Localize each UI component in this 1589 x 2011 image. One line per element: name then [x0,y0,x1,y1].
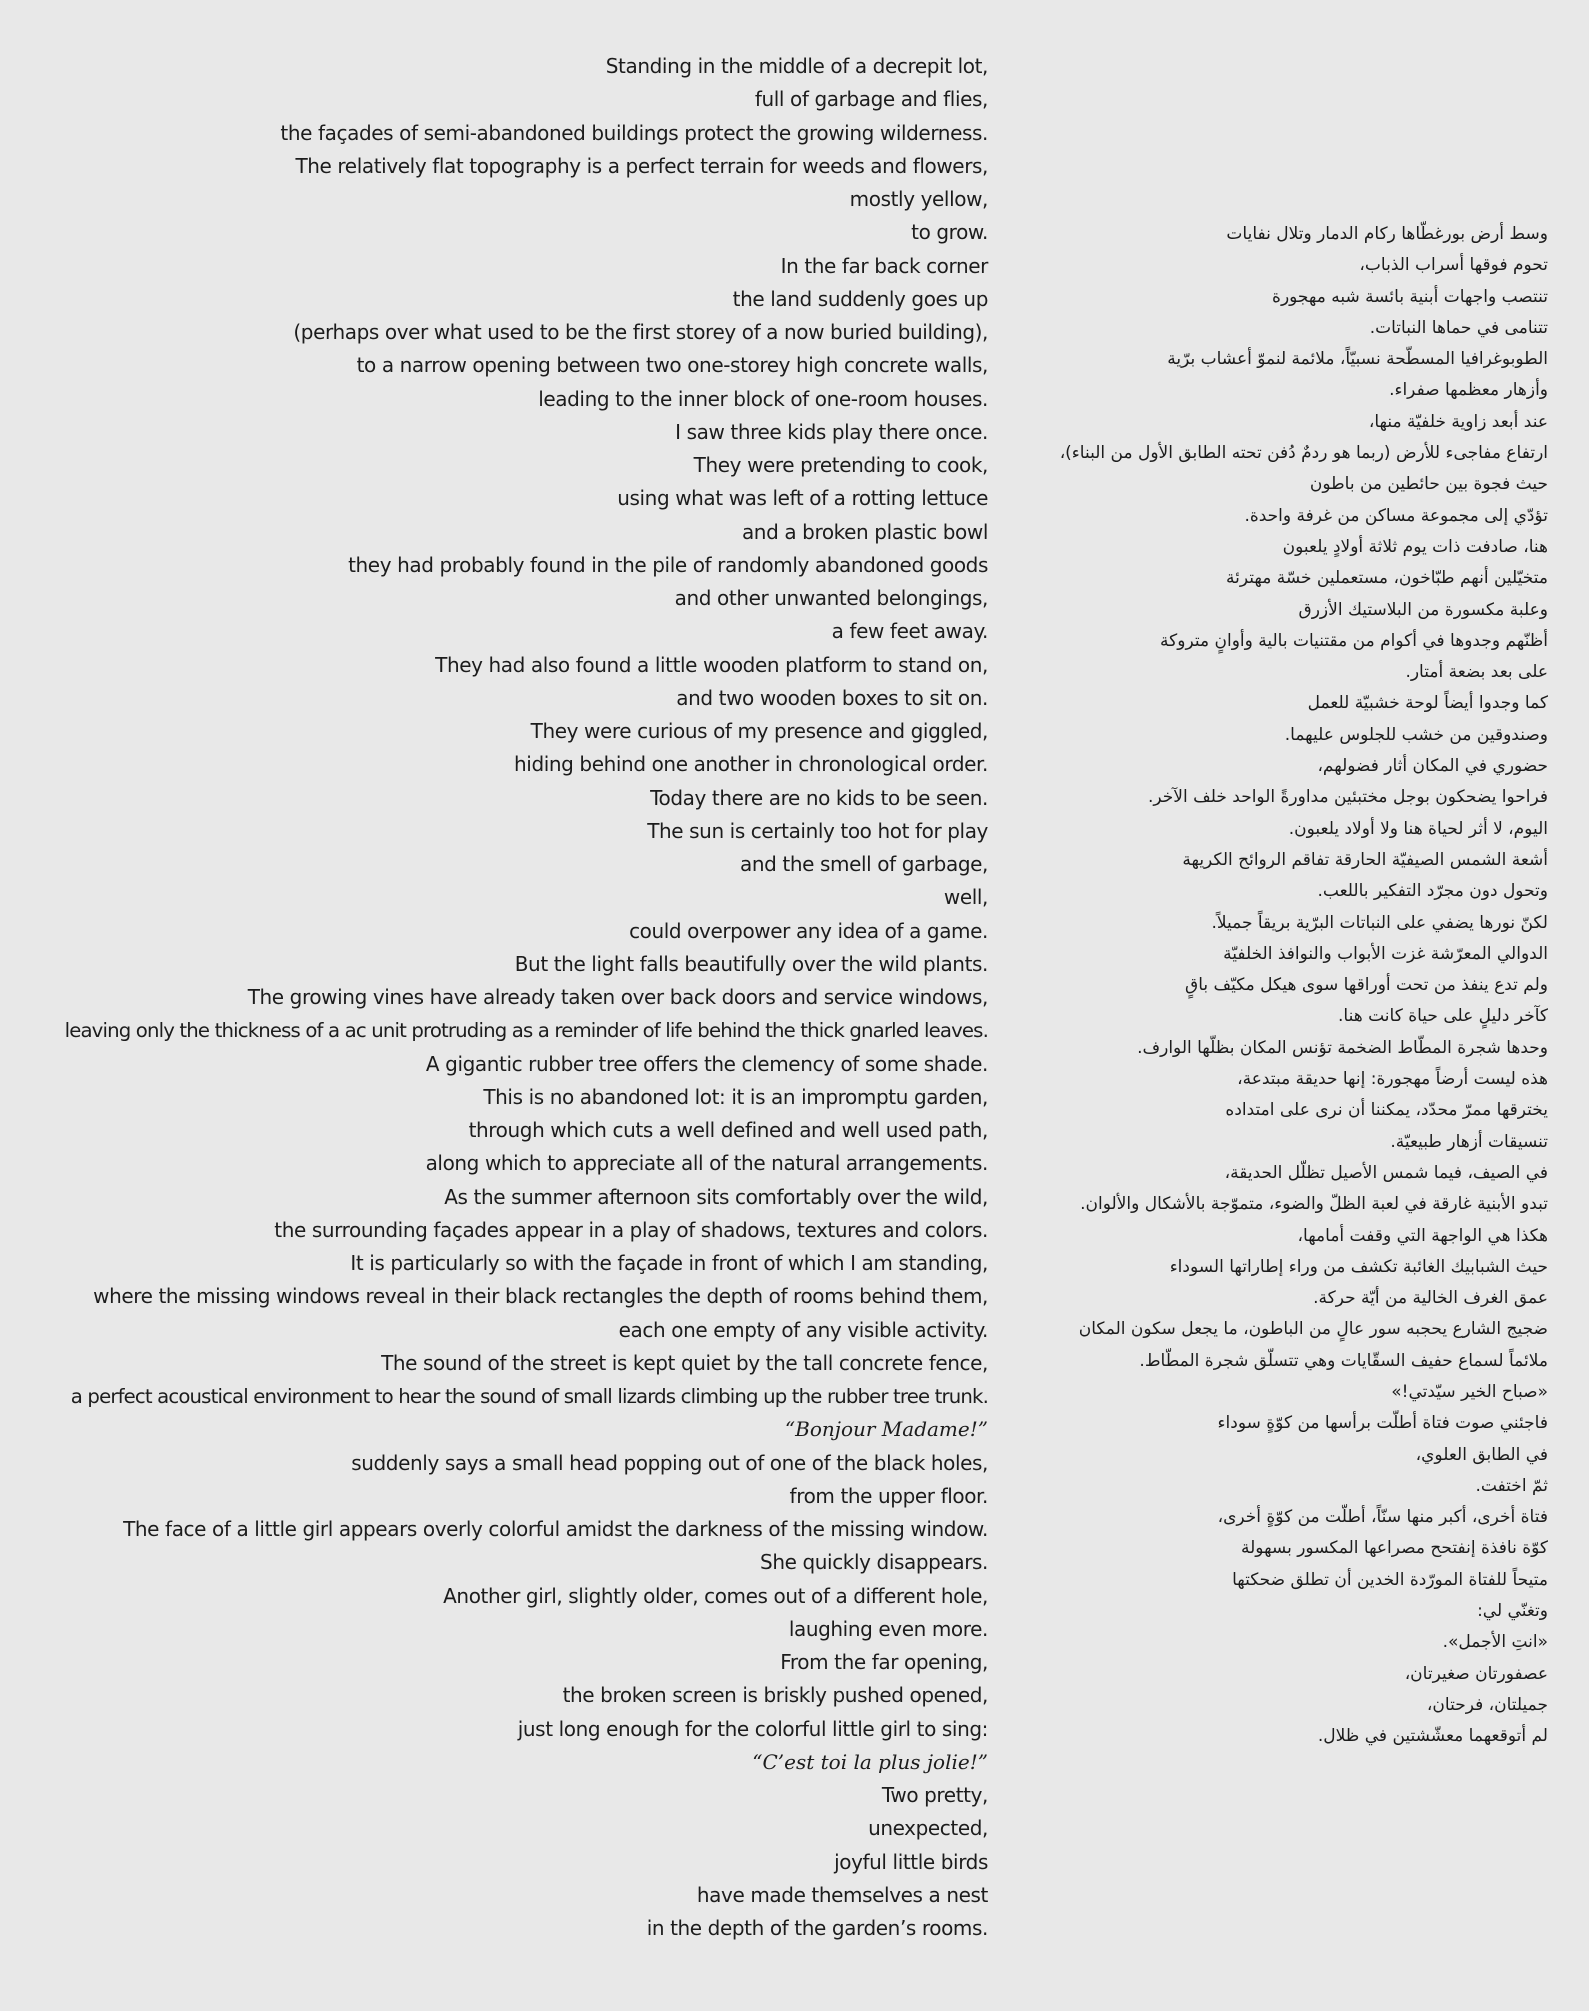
english-poem-line: they had probably found in the pile of randomly abandoned goods [348,552,988,577]
english-poem-line: From the far opening, [780,1650,988,1674]
arabic-poem-line: في الصيف، فيما شمس الأصيل تظلّل الحديقة، [1224,1162,1548,1183]
arabic-poem-line: وأزهار معظمها صفراء. [1389,380,1548,401]
english-poem-line: well, [943,885,988,910]
english-poem-line: each one empty of any visible activity. [618,1317,988,1342]
arabic-poem-line: ملائماً لسماع حفيف السقّايات وهي تتسلّق شجرة المطّاط. [1139,1350,1548,1371]
arabic-poem-line: لكنّ نورها يضفي على النباتات البرّية بريقاً جميلاً. [1211,912,1548,933]
arabic-poem-line: تتنامى في حماها النباتات. [1369,317,1548,338]
arabic-poem-line: فاجئني صوت فتاة أطلّت برأسها من كوّةٍ سوداء [1217,1413,1548,1434]
arabic-poem-line: أشعة الشمس الصيفيّة الحارقة تفاقم الروائح الكريهة [1182,849,1548,870]
english-poem-line: This is no abandoned lot: it is an impromptu garden, [483,1084,988,1109]
english-poem-line: “Bonjour Madame!” [784,1417,988,1442]
arabic-poem-line: كما وجدوا أيضاً لوحة خشبيّة للعمل [1307,693,1548,714]
arabic-poem-line: وصندوقين من خشب للجلوس عليهما. [1284,724,1548,745]
english-poem-line: the broken screen is briskly pushed opened, [562,1683,988,1708]
arabic-poem-line: عمق الغرف الخالية من أيّة حركة. [1313,1288,1548,1309]
english-poem-line: to a narrow opening between two one-storey high concrete walls, [356,353,988,378]
arabic-poem-line: فتاة أخرى، أكبر منها سنّاً، أطلّت من كوّةٍ أخرى، [1217,1507,1548,1528]
english-poem-line: and other unwanted belongings, [674,586,988,610]
arabic-poem-line: كآخر دليلٍ على حياة كانت هنا. [1338,1006,1548,1027]
english-poem-line: The growing vines have already taken over back doors and service windows, [247,985,988,1009]
english-poem-line: a few feet away. [831,619,988,644]
english-poem-line: They had also found a little wooden platform to stand on, [435,652,988,677]
arabic-poem-line: حضوري في المكان أثار فضولهم، [1317,756,1548,777]
english-poem-line: In the far back corner [780,253,988,278]
arabic-poem-line: فراحوا يضحكون بوجل مختبئين مداورةً الواحد خلف الآخر. [1148,787,1548,808]
english-poem-line: But the light falls beautifully over the wild plants. [514,951,988,976]
english-poem-line: could overpower any idea of a game. [629,918,988,943]
english-poem-line: hiding behind one another in chronological order. [514,752,988,777]
english-poem-line: and the smell of garbage, [740,852,988,876]
english-poem-line: have made themselves a nest [696,1882,988,1907]
arabic-poem-column [1010,219,1548,1753]
arabic-poem-line: وسط أرض بورغطّاها ركام الدمار وتلال نفايات [1226,224,1548,244]
arabic-poem-line: ارتفاع مفاجىء للأرض (ربما هو ردمٌ دُفن تحته الطابق الأول من البناء)، [1059,443,1548,464]
arabic-poem-line: متخيّلين أنهم طبّاخون، مستعملين خسّة مهترئة [1226,568,1548,589]
english-poem-line: in the depth of the garden’s rooms. [646,1916,988,1940]
english-poem-line: I saw three kids play there once. [675,419,988,444]
english-poem-line: The sun is certainly too hot for play [647,818,988,843]
arabic-poem-line: تنسيقات أزهار طبيعيّة. [1390,1131,1548,1152]
arabic-poem-line: متيحاً للفتاة المورّدة الخدين أن تطلق ضحكتها [1232,1569,1548,1590]
english-poem-line: unexpected, [868,1816,988,1841]
english-poem-line: from the upper floor. [789,1483,988,1508]
english-poem-line: The sound of the street is kept quiet by the tall concrete fence, [381,1350,988,1375]
english-poem-line: It is particularly so with the façade in front of which I am standing, [350,1251,988,1275]
arabic-poem-line: حيث فجوة بين حائطين من باطون [1309,474,1548,495]
arabic-poem-line: وتغنّي لي: [1477,1601,1548,1622]
english-poem-line: a perfect acoustical environment to hear the sound of small lizards climbing up the rubber tree trunk. [70,1385,988,1408]
arabic-poem-line: على بعد بضعة أمتار. [1405,662,1548,683]
arabic-poem-line: كوّة نافذة إنفتحح مصراعها المكسور بسهولة [1241,1538,1548,1559]
english-poem-line: full of garbage and flies, [754,87,988,112]
english-poem-line: Today there are no kids to be seen. [650,785,988,810]
arabic-poem-line: وعلبة مكسورة من البلاستيك الأزرق [1298,599,1548,620]
english-poem-line: The relatively flat topography is a perfect terrain for weeds and flowers, [295,153,988,178]
arabic-poem-line: تبدو الأبنية غارقة في لعبة الظلّ والضوء، متموّجة بالأشكال والألوان. [1080,1194,1548,1215]
arabic-poem-line: لم أتوقعهما معشّشتين في ظلال. [1317,1726,1548,1747]
arabic-poem-line: ضجيج الشارع يحجبه سور عالٍ من الباطون، ما يجعل سكون المكان [1078,1319,1548,1340]
english-poem-line: the façades of semi-abandoned buildings protect the growing wilderness. [280,120,988,145]
arabic-poem-line: ثمّ اختفت. [1475,1475,1548,1496]
arabic-poem-line: اليوم، لا أثر لحياة هنا ولا أولاد يلعبون. [1288,818,1548,839]
english-poem-line: They were pretending to cook, [693,453,988,477]
english-poem-line: Another girl, slightly older, comes out of a different hole, [443,1583,988,1608]
english-poem-line: the surrounding façades appear in a play of shadows, textures and colors. [274,1217,988,1242]
arabic-poem-line: الدوالي المعرّشة غزت الأبواب والنوافذ الخلفيّة [1223,943,1548,964]
english-poem-line: the land suddenly goes up [732,286,988,311]
arabic-poem-line: وحدها شجرة المطّاط الضخمة تؤنس المكان بظلّها الوارف. [1137,1037,1548,1058]
english-poem-line: using what was left of a rotting lettuce [617,486,988,511]
english-poem-line: Two pretty, [881,1783,988,1807]
english-poem-line: along which to appreciate all of the natural arrangements. [425,1151,988,1176]
english-poem-line: through which cuts a well defined and well used path, [468,1118,988,1142]
english-poem-line: just long enough for the colorful little girl to sing: [517,1716,988,1741]
arabic-poem-line: عند أبعد زاوية خلفيّة منها، [1368,411,1548,432]
english-poem-line: laughing even more. [788,1616,988,1641]
english-poem-line: leading to the inner block of one-room houses. [538,386,988,411]
arabic-poem-line: حيث الشبابيك الغائبة تكشف من وراء إطاراتها السوداء [1169,1256,1548,1277]
english-poem-line: and a broken plastic bowl [741,519,988,544]
english-poem-column [20,50,988,1945]
arabic-poem-line: هكذا هي الواجهة التي وقفت أمامها، [1297,1225,1548,1246]
english-poem-line: mostly yellow, [849,187,988,211]
english-poem-line: As the summer afternoon sits comfortably over the wild, [444,1184,988,1209]
english-poem-line: where the missing windows reveal in their black rectangles the depth of rooms behind them, [93,1284,988,1309]
arabic-poem-line: تؤدّي إلى مجموعة مساكن من غرفة واحدة. [1244,505,1548,526]
english-poem-line: and two wooden boxes to sit on. [676,685,988,710]
english-poem-line: to grow. [911,220,988,245]
arabic-poem-line: تحوم فوقها أسراب الذباب، [1359,255,1548,276]
english-poem-line: Standing in the middle of a decrepit lot, [605,54,988,78]
arabic-poem-line: وتحول دون مجرّد التفكير باللعب. [1317,881,1548,902]
arabic-poem-line: يخترقها ممرّ محدّد، يمكننا أن نرى على امتداده [1225,1100,1548,1121]
arabic-poem-line: أظنّهم وجدوها في أكوام من مقتنيات بالية وأوانٍ متروكة [1160,630,1548,651]
arabic-poem-line: «انتِ الأجمل». [1442,1632,1548,1653]
english-poem-line: “C’est toi la plus jolie!” [752,1749,988,1774]
arabic-poem-line: عصفورتان صغيرتان، [1404,1663,1548,1684]
english-poem-line: (perhaps over what used to be the first storey of a now buried building), [293,320,988,344]
english-poem-line: suddenly says a small head popping out of one of the black holes, [351,1450,988,1475]
arabic-poem-line: تنتصب واجهات أبنية بائسة شبه مهجورة [1272,286,1548,307]
arabic-poem-line: الطوبوغرافيا المسطّحة نسبيّاً، ملائمة لنموّ أعشاب برّية [1167,349,1548,370]
english-poem-line: They were curious of my presence and giggled, [530,719,988,743]
english-poem-line: She quickly disappears. [760,1550,988,1575]
arabic-poem-line: جميلتان، فرحتان، [1426,1694,1548,1715]
arabic-poem-line: هنا، صادفت ذات يوم ثلاثة أولادٍ يلعبون [1282,536,1548,557]
arabic-poem-line: ولم تدع ينفذ من تحت أوراقها سوى هيكل مكيّف باقٍ [1185,975,1548,996]
english-poem-line: joyful little birds [834,1849,988,1874]
english-poem-line: A gigantic rubber tree offers the clemency of some shade. [425,1051,988,1076]
english-poem-line: leaving only the thickness of a ac unit protruding as a reminder of life behind the thick gnarled leaves. [64,1019,988,1043]
english-poem-line: The face of a little girl appears overly colorful amidst the darkness of the missing window. [123,1517,988,1541]
arabic-poem-line: في الطابق العلوي، [1415,1444,1548,1465]
arabic-poem-line: «صباح الخير سيّدتي!» [1391,1381,1548,1402]
arabic-poem-line: هذه ليست أرضاً مهجورة: إنها حديقة مبتدعة، [1237,1069,1548,1090]
